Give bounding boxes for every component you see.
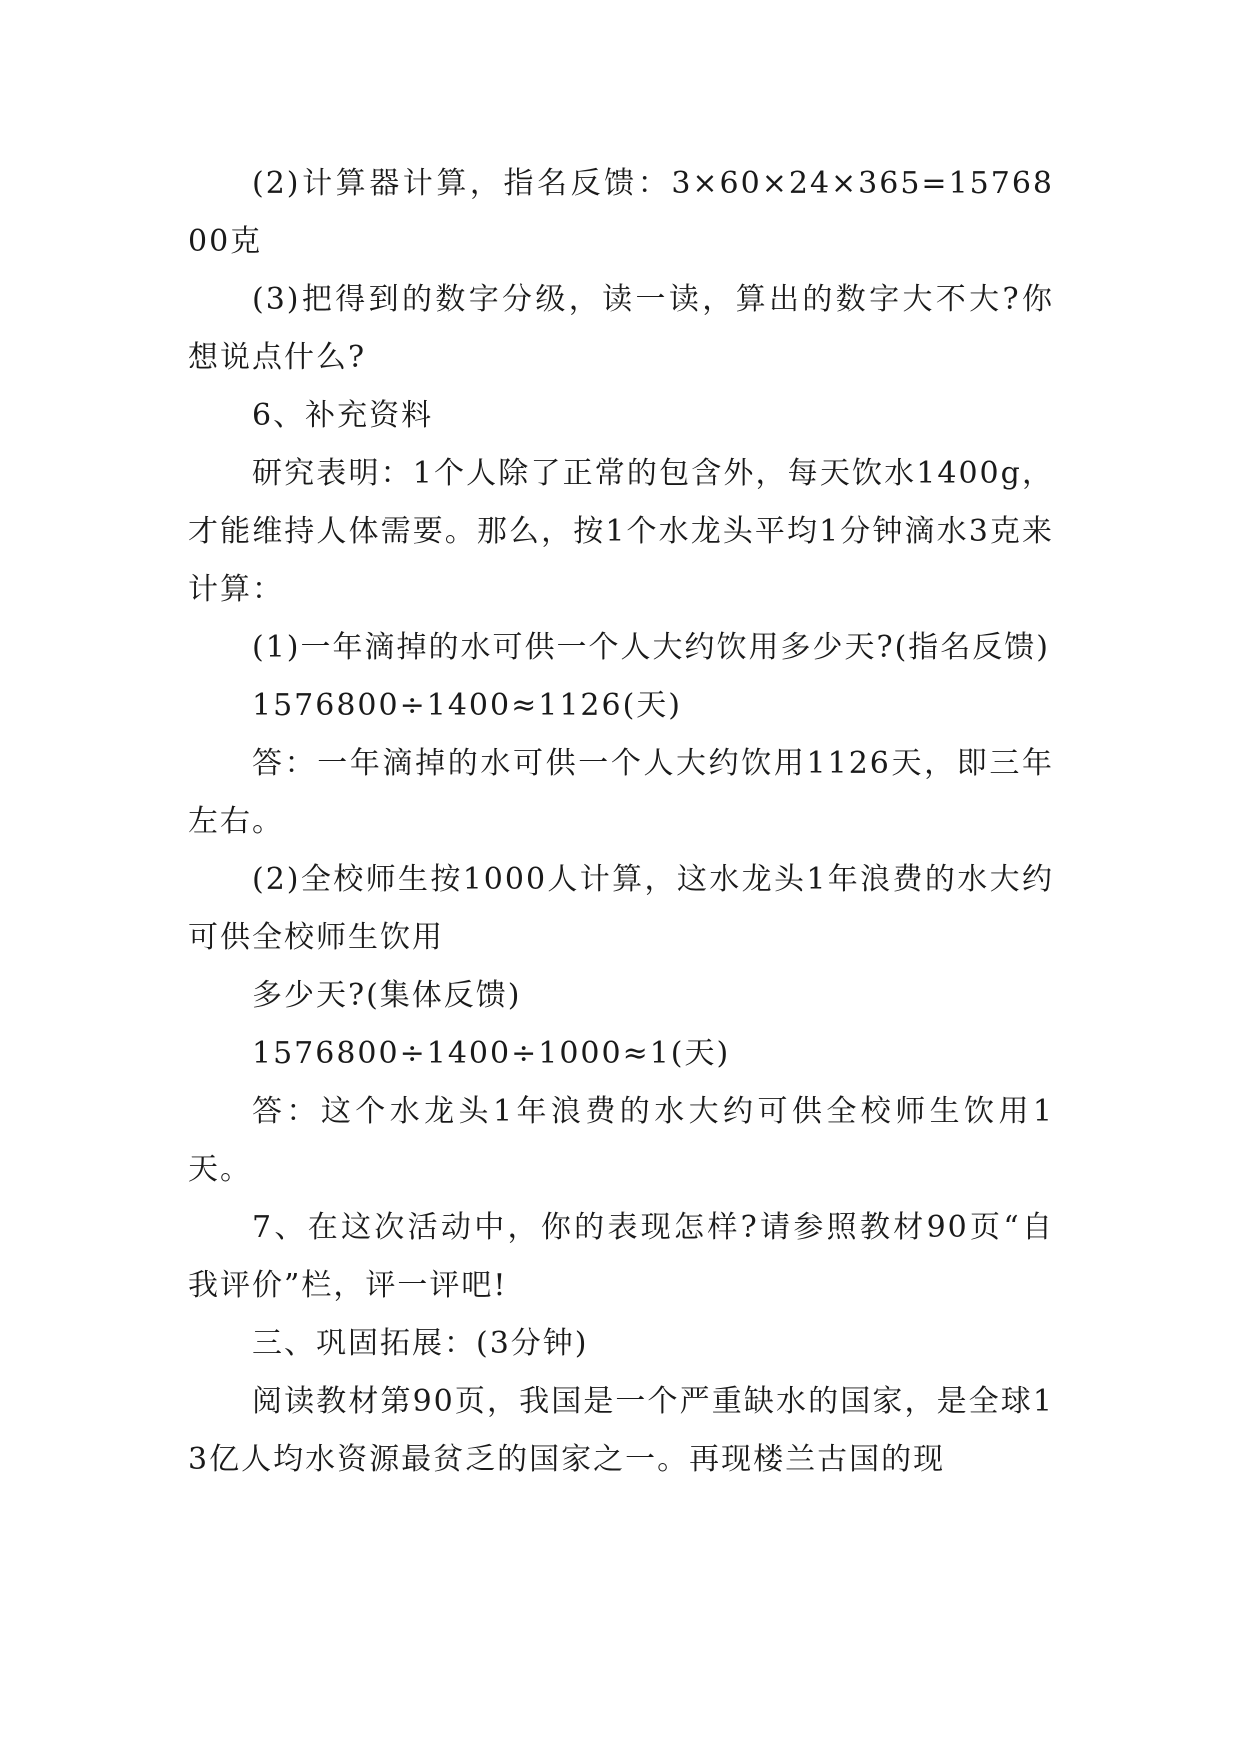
question-one-person: (1)一年滴掉的水可供一个人大约饮用多少天?(指名反馈) <box>252 630 1050 665</box>
formula-whole-school: 1576800÷1400÷1000≈1(天) <box>252 1036 731 1071</box>
paragraph-reading-textbook: 阅读教材第90页，我国是一个严重缺水的国家，是全球13亿人均水资源最贫乏的国家之一。再现楼兰古国的现 <box>188 1384 1054 1477</box>
question-whole-school-continued: 多少天?(集体反馈) <box>252 978 522 1013</box>
answer-whole-school: 答：这个水龙头1年浪费的水大约可供全校师生饮用1天。 <box>188 1094 1054 1187</box>
formula-one-person: 1576800÷1400≈1126(天) <box>252 688 682 723</box>
document-body <box>188 155 1054 1489</box>
self-evaluation-item: 7、在这次活动中，你的表现怎样?请参照教材90页“自我评价”栏，评一评吧! <box>188 1210 1054 1303</box>
section-heading-consolidation: 三、巩固拓展：(3分钟) <box>252 1326 589 1361</box>
paragraph-research: 研究表明：1个人除了正常的包含外，每天饮水1400g，才能维持人体需要。那么，按1个水龙头平均1分钟滴水3克来计算： <box>188 456 1054 607</box>
answer-one-person: 答：一年滴掉的水可供一个人大约饮用1126天，即三年左右。 <box>188 746 1054 839</box>
paragraph-read-number: (3)把得到的数字分级，读一读，算出的数字大不大?你想说点什么? <box>188 282 1054 375</box>
section-heading-supplement: 6、补充资料 <box>252 398 434 433</box>
question-whole-school: (2)全校师生按1000人计算，这水龙头1年浪费的水大约可供全校师生饮用 <box>188 862 1054 955</box>
paragraph-calculator-result: (2)计算器计算，指名反馈：3×60×24×365=1576800克 <box>188 166 1054 259</box>
